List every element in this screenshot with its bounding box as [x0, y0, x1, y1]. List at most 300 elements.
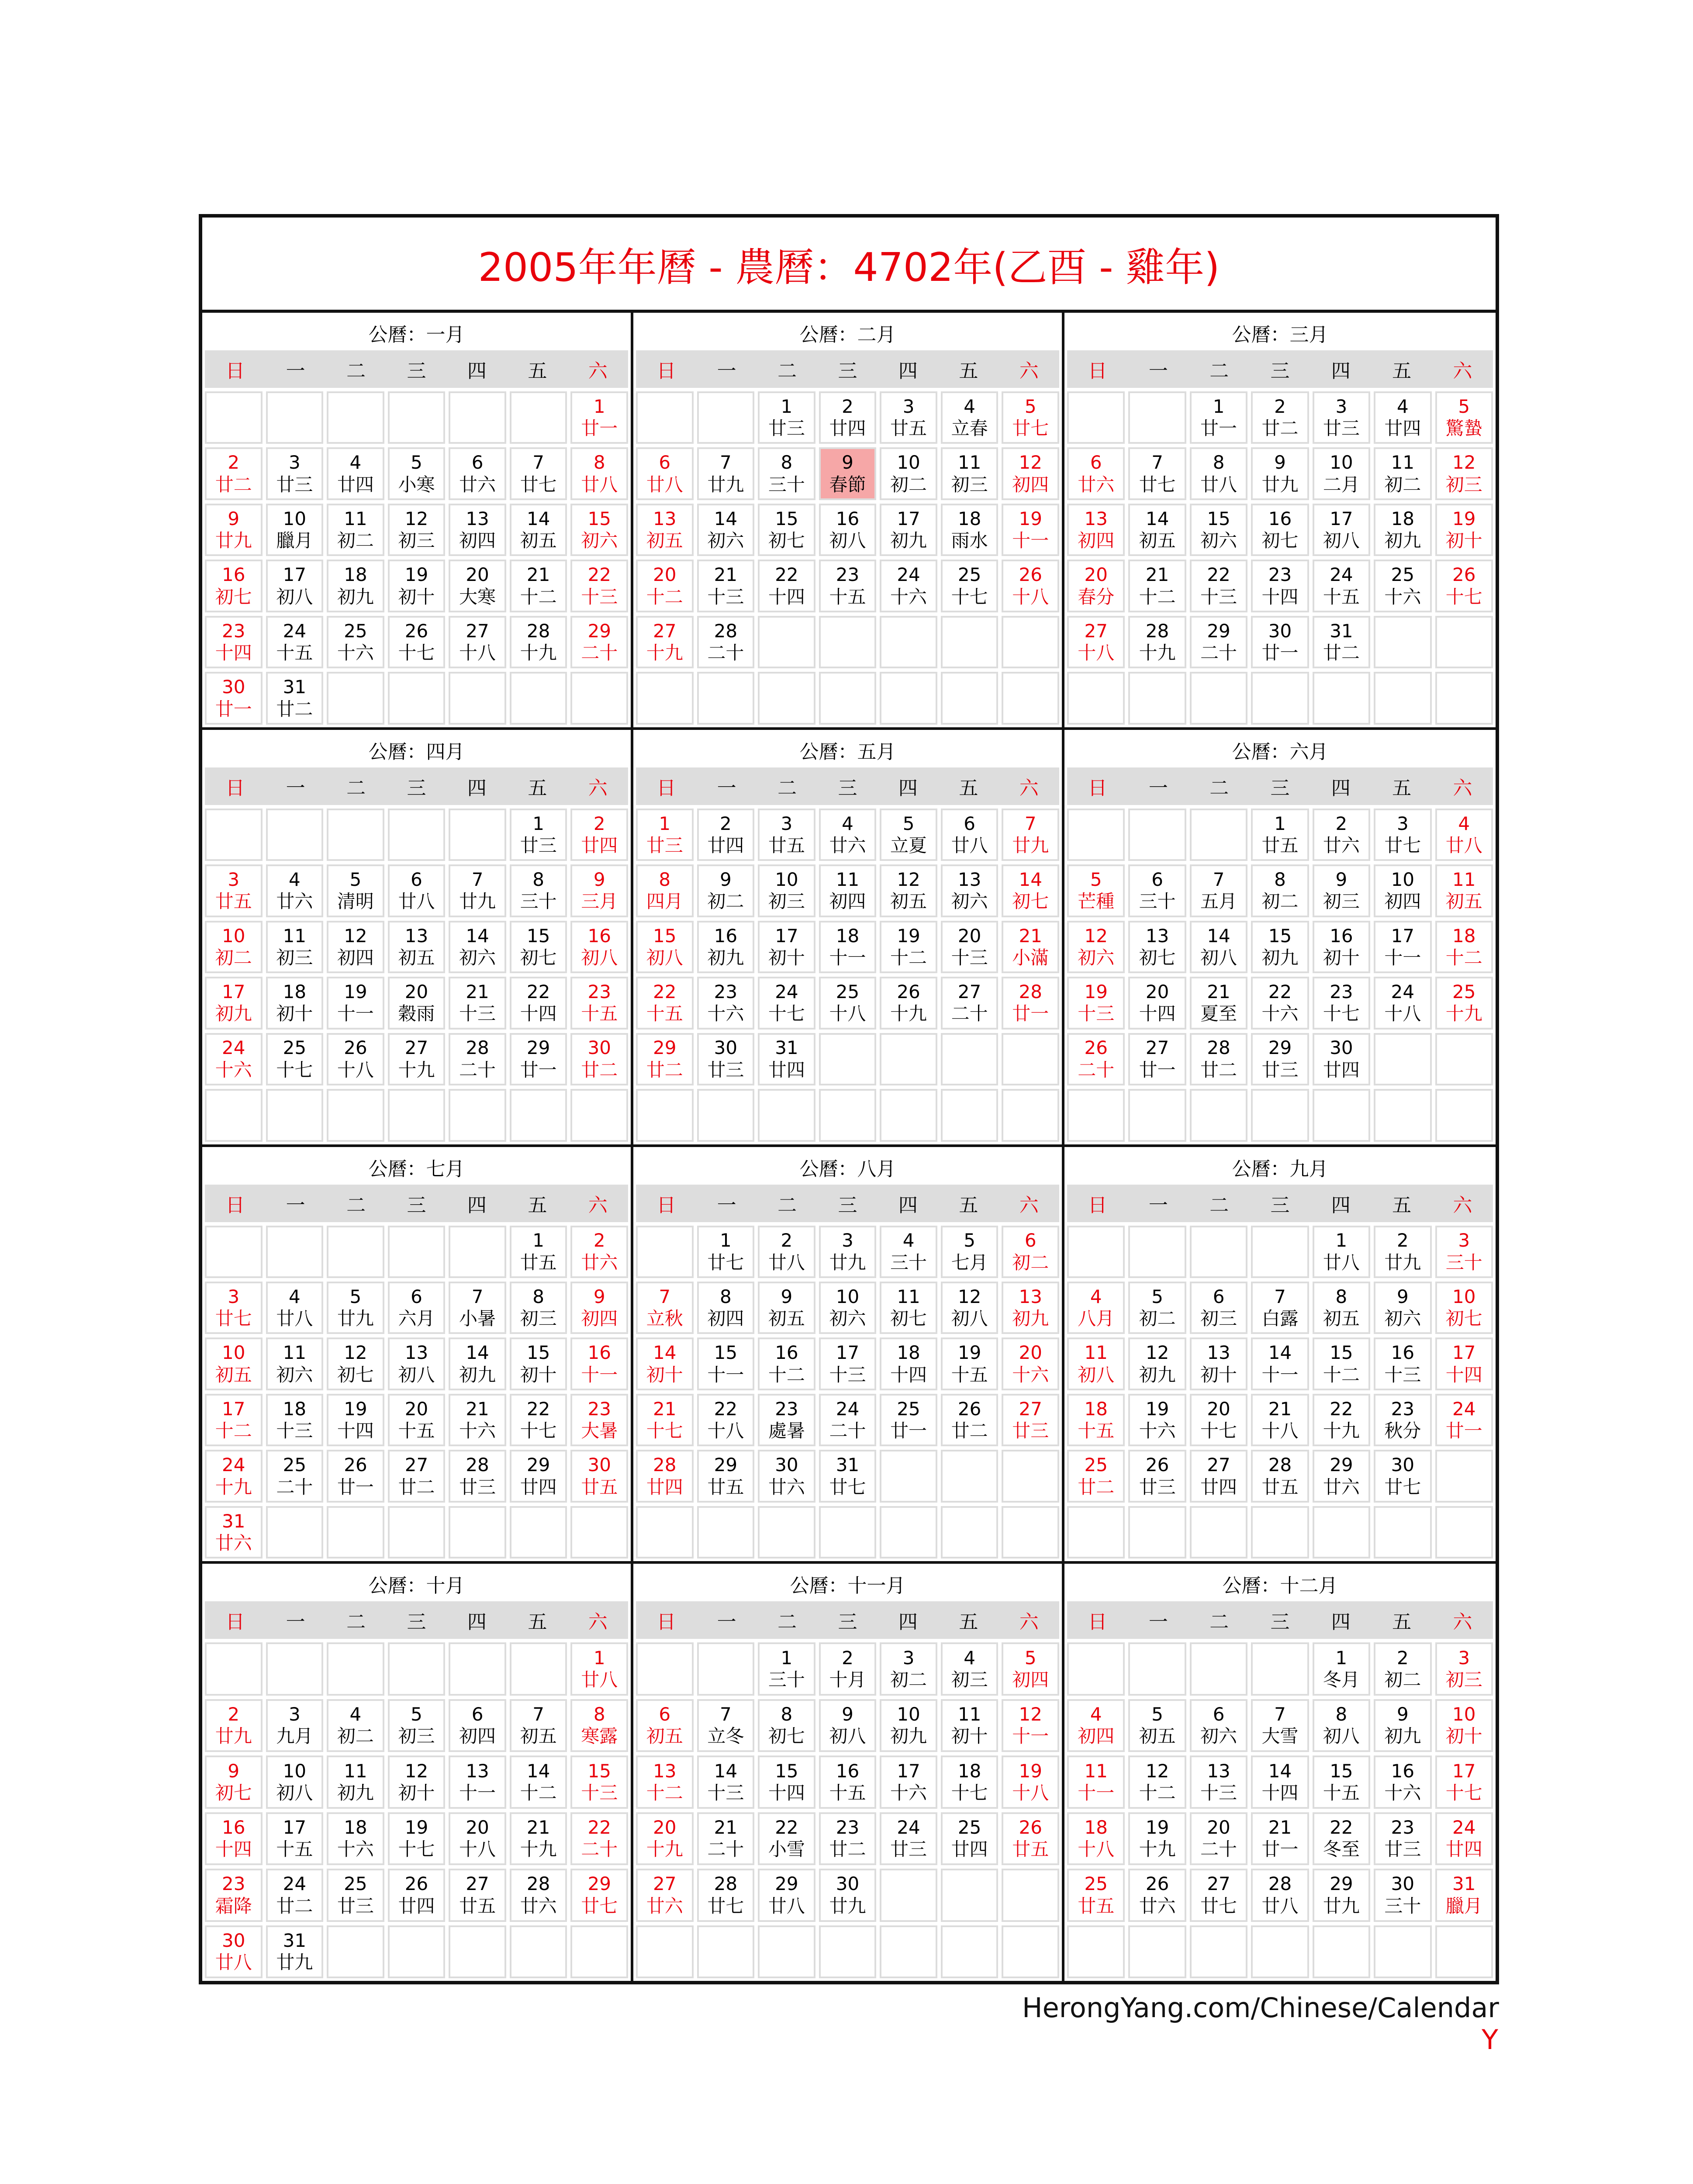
gregorian-day: 24 [775, 981, 798, 1002]
weekday-header [1067, 1185, 1493, 1222]
lunar-day: 三十 [768, 473, 805, 495]
day-cell [449, 1869, 506, 1921]
lunar-day: 初八 [581, 947, 618, 968]
gregorian-day: 29 [653, 1037, 677, 1059]
day-cell [205, 504, 263, 556]
gregorian-day: 24 [897, 564, 920, 586]
day-cell [1313, 447, 1370, 500]
empty-day-cell [636, 1089, 694, 1141]
gregorian-day: 3 [1458, 1230, 1470, 1251]
empty-day-cell [636, 1925, 694, 1978]
lunar-day: 廿七 [215, 1308, 252, 1330]
day-cell [266, 1394, 324, 1446]
gregorian-day: 24 [897, 1816, 920, 1838]
lunar-day: 廿四 [829, 418, 866, 439]
lunar-day: 廿七 [1200, 1895, 1237, 1917]
lunar-day: 廿六 [1323, 1476, 1360, 1498]
day-cell [1251, 391, 1309, 444]
gregorian-day: 22 [587, 564, 611, 586]
gregorian-day: 21 [526, 564, 550, 586]
day-cell [570, 1812, 628, 1865]
lunar-day: 廿六 [215, 1532, 252, 1554]
lunar-day: 廿八 [951, 834, 988, 856]
gregorian-day: 20 [957, 925, 981, 947]
day-cell [266, 504, 324, 556]
gregorian-day: 9 [1396, 1286, 1409, 1307]
empty-day-cell [1251, 672, 1309, 724]
day-grid [205, 805, 628, 1142]
day-cell [1435, 977, 1493, 1029]
gregorian-day: 18 [1391, 508, 1415, 529]
lunar-day: 廿一 [581, 418, 618, 439]
gregorian-day: 30 [222, 1929, 245, 1951]
day-cell [1251, 1033, 1309, 1085]
day-cell [697, 560, 755, 612]
lunar-day: 廿八 [1323, 1251, 1360, 1273]
lunar-day: 廿九 [829, 1251, 866, 1273]
gregorian-day: 2 [1335, 812, 1347, 834]
lunar-day: 廿三 [1139, 1476, 1176, 1498]
day-cell [758, 921, 815, 973]
day-cell [697, 1033, 755, 1085]
month-title: 公曆：十二月 [1222, 1575, 1338, 1597]
gregorian-day: 10 [897, 452, 920, 473]
gregorian-day: 28 [1268, 1873, 1292, 1895]
month-title: 公曆：二月 [799, 324, 896, 346]
gregorian-day: 22 [526, 981, 550, 1002]
gregorian-day: 30 [222, 676, 245, 698]
lunar-day: 十二 [520, 1782, 557, 1804]
lunar-day: 十九 [1445, 1003, 1482, 1025]
empty-day-cell [1374, 1089, 1431, 1141]
day-cell [758, 1755, 815, 1808]
lunar-day: 十六 [1261, 1003, 1299, 1025]
day-cell [758, 447, 815, 500]
gregorian-day: 14 [466, 1342, 489, 1364]
gregorian-day: 6 [1213, 1286, 1225, 1307]
weekday-label: 二 [1209, 1611, 1229, 1634]
day-cell [1374, 391, 1431, 444]
day-cell [1435, 1812, 1493, 1865]
lunar-day: 十二 [1139, 586, 1176, 608]
lunar-day: 初二 [1012, 1251, 1049, 1273]
gregorian-day: 10 [1391, 869, 1415, 891]
gregorian-day: 18 [283, 981, 307, 1002]
lunar-day: 十三 [1200, 586, 1237, 608]
day-cell [880, 1755, 937, 1808]
month-block [202, 730, 633, 1147]
day-cell [205, 1282, 263, 1334]
gregorian-day: 31 [283, 1929, 307, 1951]
gregorian-day: 30 [775, 1454, 798, 1476]
gregorian-day: 3 [288, 1704, 301, 1725]
gregorian-day: 24 [836, 1398, 860, 1420]
lunar-day: 廿八 [768, 1251, 805, 1273]
day-cell [266, 672, 324, 724]
day-cell [1002, 391, 1059, 444]
weekday-label: 三 [838, 777, 857, 799]
day-cell [449, 977, 506, 1029]
lunar-day: 十八 [337, 1059, 374, 1081]
gregorian-day: 28 [526, 1873, 550, 1895]
lunar-day: 初四 [1012, 1669, 1049, 1690]
gregorian-day: 27 [404, 1037, 428, 1059]
lunar-day: 十四 [1261, 1782, 1299, 1804]
gregorian-day: 5 [411, 452, 422, 473]
gregorian-day: 15 [775, 508, 798, 529]
lunar-day: 十四 [768, 1782, 805, 1804]
empty-day-cell [449, 1925, 506, 1978]
gregorian-day: 20 [404, 1398, 428, 1420]
gregorian-day: 26 [1145, 1454, 1169, 1476]
month-title: 公曆：七月 [368, 1158, 465, 1180]
day-cell [205, 1699, 263, 1752]
lunar-day: 初五 [768, 1308, 805, 1330]
lunar-day: 十八 [707, 1420, 744, 1442]
lunar-day: 十三 [459, 1003, 496, 1025]
lunar-day: 十五 [1323, 586, 1360, 608]
gregorian-day: 3 [902, 1647, 915, 1669]
empty-day-cell [880, 1450, 937, 1502]
day-cell [327, 1450, 384, 1502]
gregorian-day: 31 [1452, 1873, 1476, 1895]
weekday-label: 二 [1209, 360, 1229, 382]
day-cell [510, 921, 567, 973]
empty-day-cell [570, 1925, 628, 1978]
lunar-day: 廿九 [215, 530, 252, 552]
lunar-day: 十七 [951, 1782, 988, 1804]
empty-day-cell [449, 809, 506, 861]
gregorian-day: 5 [411, 1704, 422, 1725]
lunar-day: 十二 [646, 1782, 683, 1804]
weekday-label: 一 [286, 777, 305, 799]
gregorian-day: 27 [653, 1873, 677, 1895]
gregorian-day: 9 [1396, 1704, 1409, 1725]
gregorian-day: 23 [836, 1816, 860, 1838]
gregorian-day: 20 [653, 564, 677, 586]
day-cell [1313, 1226, 1370, 1278]
gregorian-day: 21 [466, 1398, 489, 1420]
day-cell [697, 977, 755, 1029]
month-title: 公曆：五月 [799, 740, 896, 763]
lunar-day: 廿四 [707, 834, 744, 856]
weekday-label: 六 [1453, 360, 1472, 382]
day-cell [1313, 1812, 1370, 1865]
gregorian-day: 17 [283, 1816, 307, 1838]
gregorian-day: 15 [1330, 1342, 1353, 1364]
gregorian-day: 2 [593, 812, 605, 834]
day-cell [1067, 1699, 1125, 1752]
lunar-day: 十七 [398, 1838, 435, 1860]
weekday-label: 二 [777, 360, 797, 382]
day-cell [1374, 977, 1431, 1029]
gregorian-day: 20 [1019, 1342, 1042, 1364]
gregorian-day: 7 [471, 869, 484, 891]
empty-day-cell [388, 672, 446, 724]
weekday-label: 四 [898, 1611, 918, 1634]
gregorian-day: 13 [1207, 1760, 1230, 1782]
lunar-day: 初七 [768, 530, 805, 552]
gregorian-day: 11 [344, 508, 367, 529]
lunar-day: 十四 [1261, 586, 1299, 608]
weekday-label: 五 [1392, 777, 1412, 799]
gregorian-day: 8 [1274, 869, 1286, 891]
gregorian-day: 6 [964, 812, 975, 834]
day-cell [327, 1282, 384, 1334]
gregorian-day: 19 [1145, 1398, 1169, 1420]
day-cell [758, 1226, 815, 1278]
day-cell [570, 977, 628, 1029]
gregorian-day: 28 [714, 1873, 738, 1895]
lunar-day: 初十 [1445, 1725, 1482, 1747]
day-cell [1067, 504, 1125, 556]
day-cell [1313, 1282, 1370, 1334]
lunar-day: 十七 [398, 642, 435, 664]
lunar-day: 十二 [890, 947, 927, 968]
weekday-label: 日 [225, 777, 245, 799]
gregorian-day: 27 [1207, 1454, 1230, 1476]
lunar-day: 廿二 [215, 473, 252, 495]
gregorian-day: 1 [1274, 812, 1286, 834]
empty-day-cell [1128, 1506, 1186, 1559]
day-cell [1374, 1869, 1431, 1921]
day-cell [1002, 1642, 1059, 1695]
gregorian-day: 23 [1268, 564, 1292, 586]
lunar-day: 十一 [581, 1364, 618, 1386]
day-cell [819, 1642, 877, 1695]
day-cell [941, 921, 999, 973]
lunar-day: 廿七 [520, 473, 557, 495]
gregorian-day: 1 [659, 812, 671, 834]
gregorian-day: 17 [1391, 925, 1415, 947]
lunar-day: 廿四 [581, 834, 618, 856]
gregorian-day: 16 [1330, 925, 1353, 947]
gregorian-day: 1 [781, 1647, 793, 1669]
day-cell [1067, 977, 1125, 1029]
lunar-day: 初三 [1445, 473, 1482, 495]
empty-day-cell [327, 1226, 384, 1278]
day-cell [697, 921, 755, 973]
gregorian-day: 20 [1207, 1398, 1230, 1420]
month-block [202, 1564, 633, 1981]
lunar-day: 白露 [1261, 1308, 1299, 1330]
day-cell [1002, 504, 1059, 556]
empty-day-cell [388, 1226, 446, 1278]
gregorian-day: 14 [1145, 508, 1169, 529]
gregorian-day: 16 [836, 508, 860, 529]
empty-day-cell [697, 391, 755, 444]
day-grid [1067, 388, 1493, 725]
lunar-day: 五月 [1200, 891, 1237, 912]
gregorian-day: 3 [228, 869, 240, 891]
gregorian-day: 28 [1019, 981, 1042, 1002]
lunar-day: 初九 [1012, 1308, 1049, 1330]
gregorian-day: 10 [897, 1704, 920, 1725]
lunar-day: 初二 [215, 947, 252, 968]
lunar-day: 初二 [1384, 1669, 1421, 1690]
day-cell [697, 809, 755, 861]
lunar-day: 廿三 [276, 473, 313, 495]
day-cell [510, 1033, 567, 1085]
gregorian-day: 3 [842, 1230, 853, 1251]
empty-day-cell [266, 391, 324, 444]
gregorian-day: 22 [775, 1816, 798, 1838]
empty-day-cell [388, 391, 446, 444]
day-cell [266, 447, 324, 500]
gregorian-day: 2 [842, 395, 853, 417]
lunar-day: 廿三 [1012, 1420, 1049, 1442]
empty-day-cell [449, 1506, 506, 1559]
lunar-day: 十六 [890, 586, 927, 608]
gregorian-day: 1 [719, 1230, 732, 1251]
gregorian-day: 20 [1084, 564, 1108, 586]
gregorian-day: 19 [1452, 508, 1476, 529]
gregorian-day: 8 [781, 452, 793, 473]
day-cell [449, 864, 506, 917]
empty-day-cell [1002, 616, 1059, 668]
gregorian-day: 13 [653, 1760, 677, 1782]
gregorian-day: 11 [957, 452, 981, 473]
empty-day-cell [1128, 1226, 1186, 1278]
lunar-day: 廿四 [1445, 1838, 1482, 1860]
lunar-day: 廿三 [707, 1059, 744, 1081]
empty-day-cell [941, 1033, 999, 1085]
day-cell [449, 1337, 506, 1390]
weekday-header [1067, 1601, 1493, 1639]
gregorian-day: 5 [1458, 395, 1470, 417]
day-cell [449, 1699, 506, 1752]
day-cell [636, 809, 694, 861]
lunar-day: 三月 [581, 891, 618, 912]
lunar-day: 初九 [707, 947, 744, 968]
gregorian-day: 31 [283, 676, 307, 698]
weekday-label: 五 [959, 360, 978, 382]
lunar-day: 初三 [520, 1308, 557, 1330]
empty-day-cell [636, 1226, 694, 1278]
day-cell [941, 977, 999, 1029]
gregorian-day: 8 [532, 1286, 544, 1307]
day-cell [697, 616, 755, 668]
gregorian-day: 9 [842, 452, 853, 473]
gregorian-day: 4 [964, 395, 975, 417]
lunar-day: 初四 [459, 530, 496, 552]
day-cell [1128, 1812, 1186, 1865]
day-cell [758, 560, 815, 612]
gregorian-day: 28 [1268, 1454, 1292, 1476]
lunar-day: 廿四 [398, 1895, 435, 1917]
day-cell [1190, 921, 1247, 973]
day-cell [449, 616, 506, 668]
gregorian-day: 26 [897, 981, 920, 1002]
gregorian-day: 13 [1084, 508, 1108, 529]
gregorian-day: 1 [1335, 1647, 1347, 1669]
empty-day-cell [266, 809, 324, 861]
gregorian-day: 15 [587, 508, 611, 529]
day-cell [1313, 864, 1370, 917]
day-cell [1190, 504, 1247, 556]
weekday-label: 六 [1019, 777, 1039, 799]
day-cell [1002, 1226, 1059, 1278]
day-cell [758, 1812, 815, 1865]
weekday-label: 五 [1392, 1611, 1412, 1634]
empty-day-cell [758, 616, 815, 668]
weekday-label: 日 [1088, 1611, 1107, 1634]
day-cell [819, 1755, 877, 1808]
empty-day-cell [327, 1642, 384, 1695]
lunar-day: 廿五 [581, 1476, 618, 1498]
empty-day-cell [1374, 616, 1431, 668]
gregorian-day: 22 [714, 1398, 738, 1420]
weekday-label: 一 [1148, 777, 1168, 799]
lunar-day: 十八 [1012, 586, 1049, 608]
lunar-day: 十九 [398, 1059, 435, 1081]
lunar-day: 廿九 [276, 1952, 313, 1973]
weekday-label: 日 [656, 1194, 676, 1216]
gregorian-day: 26 [344, 1454, 367, 1476]
weekday-label: 三 [407, 777, 426, 799]
gregorian-day: 8 [593, 1704, 605, 1725]
gregorian-day: 3 [1335, 395, 1347, 417]
gregorian-day: 18 [897, 1342, 920, 1364]
lunar-day: 初七 [890, 1308, 927, 1330]
month-block [633, 313, 1064, 730]
lunar-day: 初三 [1445, 1669, 1482, 1690]
empty-day-cell [266, 1089, 324, 1141]
lunar-day: 初九 [1384, 530, 1421, 552]
gregorian-day: 21 [653, 1398, 677, 1420]
gregorian-day: 16 [222, 564, 245, 586]
gregorian-day: 26 [1452, 564, 1476, 586]
day-cell [1190, 616, 1247, 668]
gregorian-day: 22 [653, 981, 677, 1002]
gregorian-day: 31 [775, 1037, 798, 1059]
lunar-day: 廿二 [398, 1476, 435, 1498]
gregorian-day: 31 [836, 1454, 860, 1476]
gregorian-day: 11 [1084, 1760, 1108, 1782]
lunar-day: 廿一 [1445, 1420, 1482, 1442]
empty-day-cell [1002, 1033, 1059, 1085]
day-cell [1435, 1226, 1493, 1278]
weekday-header [636, 1185, 1059, 1222]
day-cell [819, 864, 877, 917]
gregorian-day: 29 [587, 620, 611, 642]
gregorian-day: 16 [775, 1342, 798, 1364]
lunar-day: 二十 [276, 1476, 313, 1498]
day-cell [1190, 1699, 1247, 1752]
gregorian-day: 5 [349, 1286, 362, 1307]
gregorian-day: 14 [1019, 869, 1042, 891]
gregorian-day: 9 [1274, 452, 1286, 473]
empty-day-cell [205, 1226, 263, 1278]
lunar-day: 初十 [276, 1003, 313, 1025]
day-cell [1002, 809, 1059, 861]
day-cell [1190, 1755, 1247, 1808]
day-cell [1128, 921, 1186, 973]
month-title: 公曆：九月 [1232, 1158, 1328, 1180]
empty-day-cell [758, 672, 815, 724]
empty-day-cell [1435, 1925, 1493, 1978]
day-cell [1435, 391, 1493, 444]
gregorian-day: 13 [653, 508, 677, 529]
day-cell [819, 1812, 877, 1865]
day-cell [697, 1282, 755, 1334]
lunar-day: 廿二 [276, 698, 313, 720]
day-cell [205, 864, 263, 917]
day-cell [1128, 560, 1186, 612]
weekday-label: 五 [528, 1611, 547, 1634]
empty-day-cell [1313, 1089, 1370, 1141]
empty-day-cell [819, 1033, 877, 1085]
